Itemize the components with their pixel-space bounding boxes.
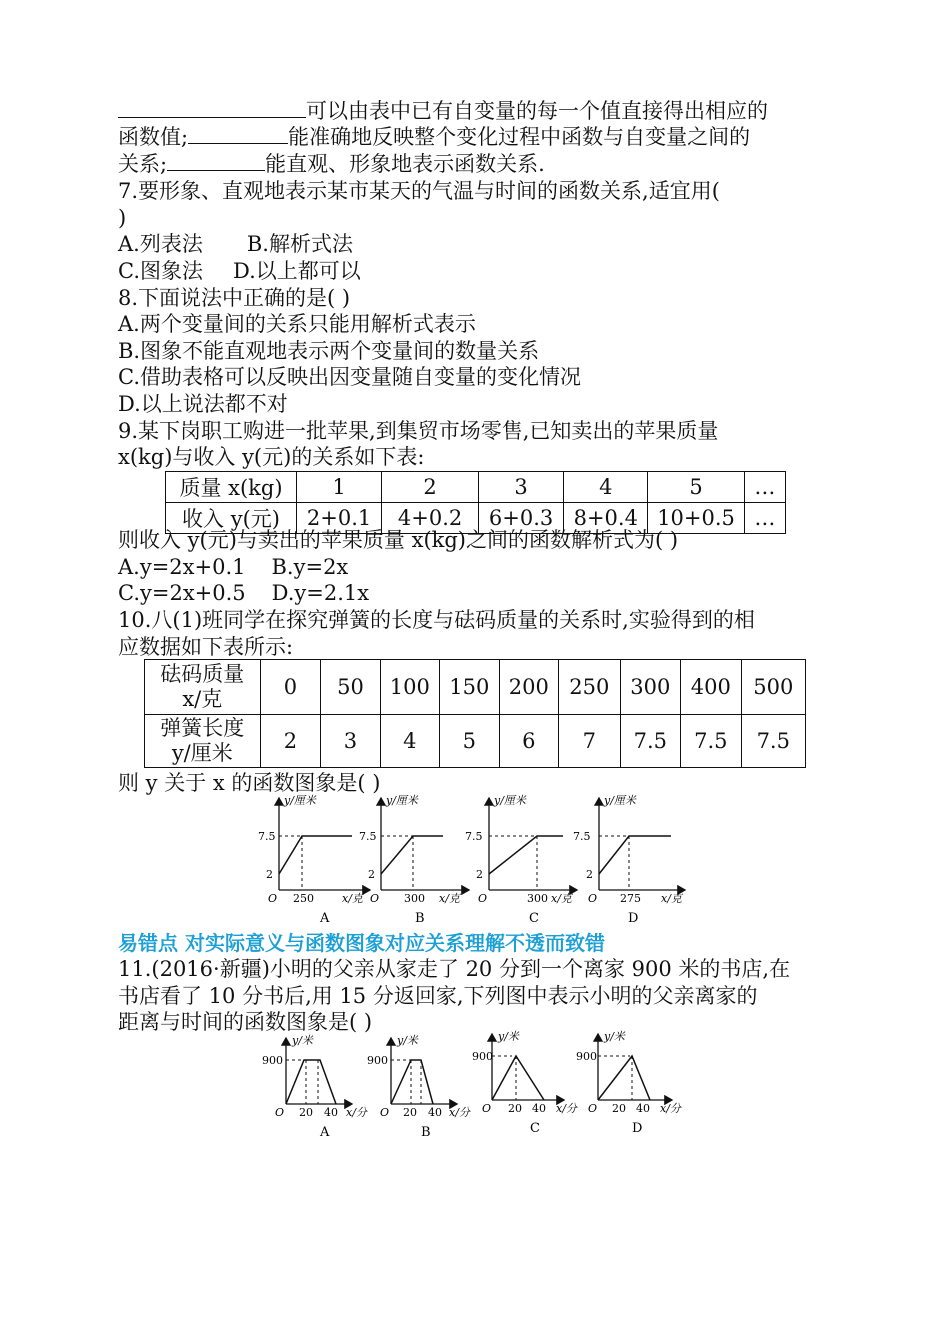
table-cell: 7 xyxy=(559,715,620,768)
graph-option-label: B xyxy=(421,1125,431,1140)
x-tick: 20 xyxy=(403,1106,417,1119)
q7-options-row-1 xyxy=(118,231,353,257)
q7-option-b[interactable]: B.解析式法 xyxy=(246,232,353,256)
table-cell: … xyxy=(744,503,785,534)
table-cell: … xyxy=(744,472,785,503)
table-cell: 400 xyxy=(681,660,741,715)
q11-graph-d[interactable] xyxy=(576,1020,694,1143)
q11-graph-a[interactable] xyxy=(258,1032,376,1147)
q11-stem-1: 11.(2016·新疆)小明的父亲从家走了 20 分到一个离家 900 米的书店,在 xyxy=(118,957,791,981)
x-tick: 250 xyxy=(293,892,314,905)
y-tick: 900 xyxy=(472,1050,493,1063)
q10-stem-1: 10.八(1)班同学在探究弹簧的长度与砝码质量的关系时,实验得到的相 xyxy=(118,608,755,632)
table-cell: 200 xyxy=(499,660,559,715)
x-tick: 40 xyxy=(428,1106,442,1119)
x-tick: 40 xyxy=(324,1106,338,1119)
q9-options-row-2 xyxy=(118,580,369,606)
q9-option-b[interactable]: B.y=2x xyxy=(271,555,349,579)
graph-line xyxy=(598,1056,650,1100)
x-tick: 300 xyxy=(527,892,548,905)
table-cell: 0 xyxy=(260,660,321,715)
graph-option-label: D xyxy=(628,911,639,926)
table-row xyxy=(145,660,806,715)
q8-option-b[interactable]: B.图象不能直观地表示两个变量间的数量关系 xyxy=(118,339,540,363)
graph-line xyxy=(279,836,352,874)
graph-option-label: A xyxy=(320,1125,330,1140)
x-axis-label: x/克 xyxy=(439,892,460,905)
table-cell: 5 xyxy=(648,472,744,503)
q7-option-c[interactable]: C.图象法 xyxy=(118,259,203,283)
graph-line xyxy=(286,1060,336,1104)
graph-line xyxy=(391,1060,433,1104)
y-tick-low: 2 xyxy=(586,868,593,881)
table-cell: 100 xyxy=(380,660,440,715)
q7-stem-end: ) xyxy=(118,206,127,230)
origin-label: O xyxy=(275,1106,285,1119)
table-cell: 1 xyxy=(297,472,382,503)
x-axis-label: x/分 xyxy=(556,1102,577,1115)
q9-option-a[interactable]: A.y=2x+0.1 xyxy=(118,555,246,579)
origin-label: O xyxy=(482,1102,492,1115)
table-header-cell: 砝码质量 x/克 xyxy=(145,660,261,715)
section-heading: 易错点 对实际意义与函数图象对应关系理解不透而致错 xyxy=(118,931,605,955)
answer-blank[interactable] xyxy=(188,125,288,144)
intro-line-3: 关系; 能直观、形象地表示函数关系. xyxy=(118,152,545,176)
x-tick: 40 xyxy=(636,1102,650,1115)
origin-label: O xyxy=(588,1102,598,1115)
q9-option-c[interactable]: C.y=2x+0.5 xyxy=(118,581,246,605)
x-axis-label: x/分 xyxy=(449,1106,470,1119)
q10-table xyxy=(144,659,806,768)
y-tick-high: 7.5 xyxy=(258,830,276,843)
q9-stem-1: 9.某下岗职工购进一批苹果,到集贸市场零售,已知卖出的苹果质量 xyxy=(118,419,719,443)
table-cell: 4 xyxy=(564,472,648,503)
y-axis-label: y/米 xyxy=(397,1034,418,1047)
q9-question: 则收入 y(元)与卖出的苹果质量 x(kg)之间的函数解析式为( ) xyxy=(118,528,679,552)
x-axis-label: x/克 xyxy=(342,892,363,905)
table-cell: 7.5 xyxy=(620,715,680,768)
origin-label: O xyxy=(370,892,380,905)
table-header-cell: 弹簧长度 y/厘米 xyxy=(145,715,261,768)
q9-option-d[interactable]: D.y=2.1x xyxy=(271,581,370,605)
x-axis-label: x/分 xyxy=(660,1102,681,1115)
q11-graph-c[interactable] xyxy=(472,1020,590,1143)
graph-option-label: B xyxy=(415,911,425,926)
x-tick: 20 xyxy=(299,1106,313,1119)
table-row xyxy=(145,715,806,768)
y-tick-low: 2 xyxy=(476,868,483,881)
origin-label: O xyxy=(380,1106,390,1119)
x-axis-label: x/克 xyxy=(661,892,682,905)
table-cell: 2 xyxy=(260,715,321,768)
y-axis-label: y/厘米 xyxy=(494,794,526,807)
x-tick: 20 xyxy=(508,1102,522,1115)
q8-option-d[interactable]: D.以上说法都不对 xyxy=(118,392,288,416)
y-tick-high: 7.5 xyxy=(573,830,591,843)
x-tick: 300 xyxy=(404,892,425,905)
intro-line-2: 函数值; 能准确地反映整个变化过程中函数与自变量之间的 xyxy=(118,125,751,149)
q8-stem: 8.下面说法中正确的是( ) xyxy=(118,286,351,310)
y-tick-low: 2 xyxy=(266,868,273,881)
table-cell: 7.5 xyxy=(741,715,805,768)
table-cell: 50 xyxy=(321,660,380,715)
y-tick-low: 2 xyxy=(368,868,375,881)
graph-line xyxy=(489,836,563,874)
origin-label: O xyxy=(588,892,598,905)
origin-label: O xyxy=(478,892,488,905)
table-cell: 2 xyxy=(382,472,479,503)
y-axis-label: y/米 xyxy=(292,1034,313,1047)
table-cell: 3 xyxy=(478,472,563,503)
q11-stem-2: 书店看了 10 分书后,用 15 分返回家,下列图中表示小明的父亲离家的 xyxy=(118,984,758,1008)
y-axis-label: y/厘米 xyxy=(284,794,316,807)
table-cell: 10+0.5 xyxy=(648,503,744,534)
table-row xyxy=(166,472,786,503)
y-tick: 900 xyxy=(262,1054,283,1067)
table-cell: 收入 y(元) xyxy=(166,503,297,534)
q9-options-row-1 xyxy=(118,554,348,580)
table-cell: 7.5 xyxy=(681,715,741,768)
y-axis-label: y/米 xyxy=(604,1030,625,1043)
table-cell: 250 xyxy=(559,660,620,715)
origin-label: O xyxy=(268,892,278,905)
table-cell: 2+0.1 xyxy=(297,503,382,534)
graph-line xyxy=(381,836,443,874)
q11-stem-3: 距离与时间的函数图象是( ) xyxy=(118,1010,373,1034)
q7-stem: 7.要形象、直观地表示某市某天的气温与时间的函数关系,适宜用( xyxy=(118,179,720,203)
x-tick: 275 xyxy=(620,892,641,905)
q7-options-row-2 xyxy=(118,258,361,284)
answer-blank[interactable] xyxy=(167,152,265,171)
graph-option-label: A xyxy=(320,911,330,926)
q8-option-a[interactable]: A.两个变量间的关系只能用解析式表示 xyxy=(118,312,476,336)
graph-line xyxy=(492,1056,544,1100)
q7-option-a[interactable]: A.列表法 xyxy=(118,232,203,256)
table-cell: 6 xyxy=(499,715,559,768)
q11-graph-b[interactable] xyxy=(365,1032,483,1147)
y-tick: 900 xyxy=(367,1054,388,1067)
x-axis-label: x/克 xyxy=(551,892,572,905)
y-axis-label: y/厘米 xyxy=(386,794,418,807)
x-tick: 20 xyxy=(612,1102,626,1115)
table-cell: 4+0.2 xyxy=(382,503,479,534)
x-axis-label: x/分 xyxy=(346,1106,367,1119)
intro-line-1: 可以由表中已有自变量的每一个值直接得出相应的 xyxy=(118,98,768,124)
q7-option-d[interactable]: D.以上都可以 xyxy=(233,259,361,283)
table-cell: 500 xyxy=(741,660,805,715)
graph-line xyxy=(599,836,671,874)
x-tick: 40 xyxy=(532,1102,546,1115)
graph-option-label: C xyxy=(529,911,539,926)
answer-blank[interactable] xyxy=(118,99,306,118)
y-axis-label: y/米 xyxy=(498,1030,519,1043)
table-cell: 150 xyxy=(440,660,500,715)
q10-question: 则 y 关于 x 的函数图象是( ) xyxy=(118,771,381,795)
table-cell: 4 xyxy=(380,715,440,768)
y-axis-label: y/厘米 xyxy=(604,794,636,807)
graph-option-label: C xyxy=(530,1121,540,1136)
q9-table xyxy=(165,471,786,534)
graph-option-label: D xyxy=(632,1121,643,1136)
y-tick: 900 xyxy=(576,1050,597,1063)
table-cell: 质量 x(kg) xyxy=(166,472,297,503)
table-cell: 5 xyxy=(440,715,500,768)
table-cell: 3 xyxy=(321,715,380,768)
table-cell: 8+0.4 xyxy=(564,503,648,534)
y-tick-high: 7.5 xyxy=(359,830,377,843)
q10-graph-c[interactable] xyxy=(463,790,581,935)
table-cell: 300 xyxy=(620,660,680,715)
q8-option-c[interactable]: C.借助表格可以反映出因变量随自变量的变化情况 xyxy=(118,365,581,389)
q10-graph-b[interactable] xyxy=(355,790,473,935)
table-cell: 6+0.3 xyxy=(478,503,563,534)
q10-stem-2: 应数据如下表所示: xyxy=(118,635,294,659)
q9-stem-2: x(kg)与收入 y(元)的关系如下表: xyxy=(118,445,425,469)
y-tick-high: 7.5 xyxy=(465,830,483,843)
q10-graph-d[interactable] xyxy=(573,790,695,935)
